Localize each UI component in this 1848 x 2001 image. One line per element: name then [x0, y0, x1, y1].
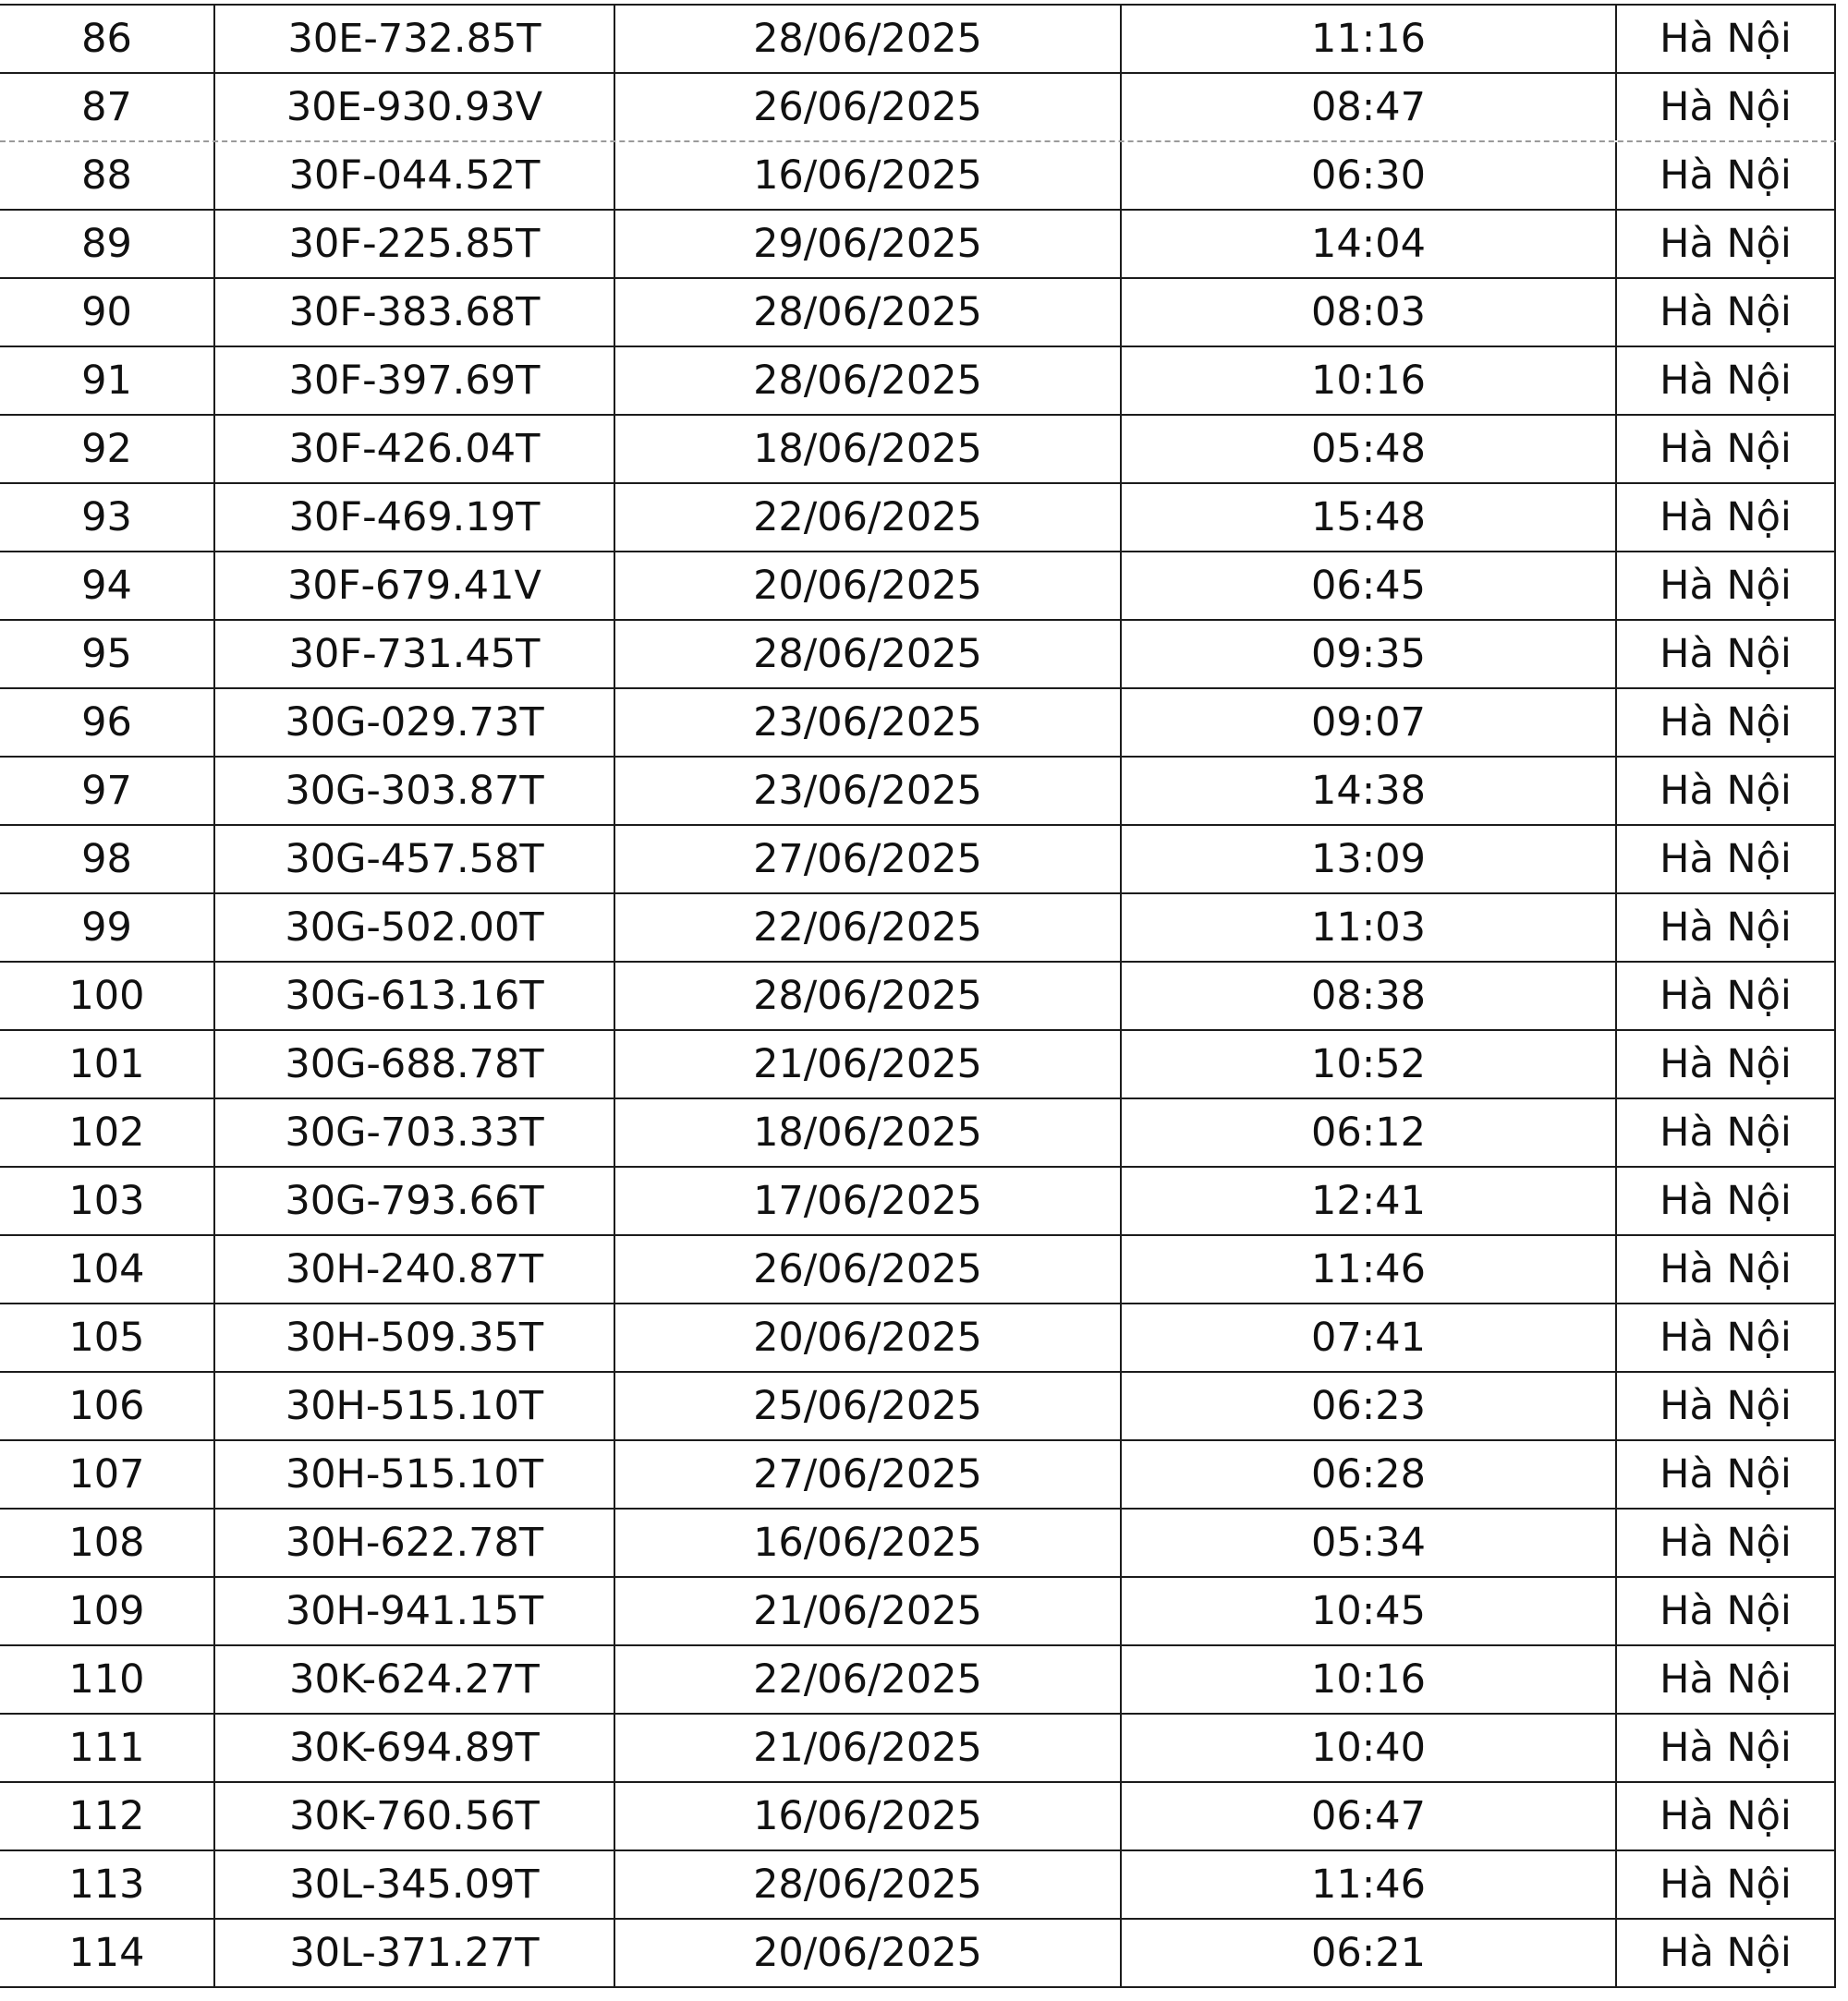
date-cell[interactable]: 29/06/2025 — [615, 211, 1122, 277]
time-cell[interactable]: 06:28 — [1122, 1441, 1617, 1508]
location-cell[interactable]: Hà Nội — [1617, 689, 1836, 756]
date-cell[interactable]: 22/06/2025 — [615, 484, 1122, 551]
license-plate-cell[interactable]: 30G-613.16T — [215, 963, 615, 1029]
row-number-cell[interactable]: 113 — [0, 1851, 215, 1918]
time-cell[interactable]: 06:21 — [1122, 1920, 1617, 1986]
row-number-cell[interactable]: 93 — [0, 484, 215, 551]
license-plate-cell[interactable]: 30H-509.35T — [215, 1304, 615, 1371]
date-cell[interactable]: 28/06/2025 — [615, 621, 1122, 687]
row-number-cell[interactable]: 96 — [0, 689, 215, 756]
license-plate-cell[interactable]: 30H-515.10T — [215, 1373, 615, 1439]
location-cell[interactable]: Hà Nội — [1617, 1168, 1836, 1234]
location-cell[interactable]: Hà Nội — [1617, 1578, 1836, 1644]
row-number-cell[interactable]: 99 — [0, 894, 215, 961]
license-plate-cell[interactable]: 30K-624.27T — [215, 1646, 615, 1713]
license-plate-cell[interactable]: 30F-044.52T — [215, 142, 615, 209]
license-plate-cell[interactable]: 30F-731.45T — [215, 621, 615, 687]
license-plate-cell[interactable]: 30E-930.93V — [215, 74, 615, 140]
row-number-cell[interactable]: 106 — [0, 1373, 215, 1439]
table-row — [0, 142, 1836, 211]
row-number-cell[interactable]: 111 — [0, 1715, 215, 1781]
location-cell[interactable]: Hà Nội — [1617, 826, 1836, 892]
license-plate-cell[interactable]: 30G-793.66T — [215, 1168, 615, 1234]
date-cell[interactable]: 28/06/2025 — [615, 279, 1122, 346]
row-number-cell[interactable]: 103 — [0, 1168, 215, 1234]
row-number-cell[interactable]: 86 — [0, 6, 215, 72]
license-plate-cell[interactable]: 30F-679.41V — [215, 552, 615, 619]
date-cell[interactable]: 20/06/2025 — [615, 1304, 1122, 1371]
date-cell[interactable]: 27/06/2025 — [615, 826, 1122, 892]
date-cell[interactable]: 17/06/2025 — [615, 1168, 1122, 1234]
date-cell[interactable]: 16/06/2025 — [615, 142, 1122, 209]
location-cell[interactable]: Hà Nội — [1617, 1646, 1836, 1713]
location-cell[interactable]: Hà Nội — [1617, 1851, 1836, 1918]
time-cell[interactable]: 08:47 — [1122, 74, 1617, 140]
row-number-cell[interactable]: 109 — [0, 1578, 215, 1644]
date-cell[interactable]: 20/06/2025 — [615, 552, 1122, 619]
table-row — [0, 1783, 1836, 1851]
table-row — [0, 1168, 1836, 1236]
license-plate-cell[interactable]: 30G-502.00T — [215, 894, 615, 961]
row-number-cell[interactable]: 102 — [0, 1099, 215, 1166]
row-number-cell[interactable]: 88 — [0, 142, 215, 209]
date-cell[interactable]: 22/06/2025 — [615, 894, 1122, 961]
location-cell[interactable]: Hà Nội — [1617, 484, 1836, 551]
time-cell[interactable]: 06:45 — [1122, 552, 1617, 619]
license-plate-cell[interactable]: 30H-515.10T — [215, 1441, 615, 1508]
location-cell[interactable]: Hà Nội — [1617, 552, 1836, 619]
time-cell[interactable]: 10:40 — [1122, 1715, 1617, 1781]
row-number-cell[interactable]: 104 — [0, 1236, 215, 1303]
license-plate-cell[interactable]: 30K-694.89T — [215, 1715, 615, 1781]
date-cell[interactable]: 20/06/2025 — [615, 1920, 1122, 1986]
date-cell[interactable]: 28/06/2025 — [615, 963, 1122, 1029]
table-row — [0, 1510, 1836, 1578]
license-plate-cell[interactable]: 30L-371.27T — [215, 1920, 615, 1986]
location-cell[interactable]: Hà Nội — [1617, 1373, 1836, 1439]
location-cell[interactable]: Hà Nội — [1617, 1236, 1836, 1303]
date-cell[interactable]: 21/06/2025 — [615, 1578, 1122, 1644]
table-row — [0, 1441, 1836, 1510]
table-row — [0, 1646, 1836, 1715]
location-cell[interactable]: Hà Nội — [1617, 621, 1836, 687]
table-row — [0, 1304, 1836, 1373]
date-cell[interactable]: 21/06/2025 — [615, 1715, 1122, 1781]
table-row — [0, 621, 1836, 689]
license-plate-cell[interactable]: 30F-225.85T — [215, 211, 615, 277]
table-row — [0, 963, 1836, 1031]
location-cell[interactable]: Hà Nội — [1617, 1441, 1836, 1508]
row-number-cell[interactable]: 101 — [0, 1031, 215, 1098]
row-number-cell[interactable]: 91 — [0, 347, 215, 414]
table-row — [0, 826, 1836, 894]
row-number-cell[interactable]: 114 — [0, 1920, 215, 1986]
row-number-cell[interactable]: 90 — [0, 279, 215, 346]
date-cell[interactable]: 18/06/2025 — [615, 1099, 1122, 1166]
time-cell[interactable]: 13:09 — [1122, 826, 1617, 892]
date-cell[interactable]: 23/06/2025 — [615, 689, 1122, 756]
table-row — [0, 1851, 1836, 1920]
table-row — [0, 689, 1836, 758]
table-row — [0, 1920, 1836, 1988]
date-cell[interactable]: 16/06/2025 — [615, 1510, 1122, 1576]
time-cell[interactable]: 09:35 — [1122, 621, 1617, 687]
time-cell[interactable]: 10:45 — [1122, 1578, 1617, 1644]
date-cell[interactable]: 28/06/2025 — [615, 1851, 1122, 1918]
time-cell[interactable]: 08:03 — [1122, 279, 1617, 346]
time-cell[interactable]: 08:38 — [1122, 963, 1617, 1029]
license-plate-cell[interactable]: 30F-383.68T — [215, 279, 615, 346]
row-number-cell[interactable]: 94 — [0, 552, 215, 619]
location-cell[interactable]: Hà Nội — [1617, 1715, 1836, 1781]
license-plate-cell[interactable]: 30F-426.04T — [215, 416, 615, 482]
time-cell[interactable]: 11:16 — [1122, 6, 1617, 72]
license-plate-cell[interactable]: 30G-029.73T — [215, 689, 615, 756]
table-row — [0, 894, 1836, 963]
license-plate-cell[interactable]: 30E-732.85T — [215, 6, 615, 72]
row-number-cell[interactable]: 92 — [0, 416, 215, 482]
location-cell[interactable]: Hà Nội — [1617, 894, 1836, 961]
table-row — [0, 758, 1836, 826]
license-plate-cell[interactable]: 30K-760.56T — [215, 1783, 615, 1849]
row-number-cell[interactable]: 87 — [0, 74, 215, 140]
row-number-cell[interactable]: 110 — [0, 1646, 215, 1713]
location-cell[interactable]: Hà Nội — [1617, 1099, 1836, 1166]
location-cell[interactable]: Hà Nội — [1617, 6, 1836, 72]
license-plate-cell[interactable]: 30H-240.87T — [215, 1236, 615, 1303]
license-plate-cell[interactable]: 30G-457.58T — [215, 826, 615, 892]
table-row — [0, 279, 1836, 347]
table-row — [0, 6, 1836, 74]
date-cell[interactable]: 22/06/2025 — [615, 1646, 1122, 1713]
location-cell[interactable]: Hà Nội — [1617, 1031, 1836, 1098]
row-number-cell[interactable]: 95 — [0, 621, 215, 687]
date-cell[interactable]: 16/06/2025 — [615, 1783, 1122, 1849]
date-cell[interactable]: 25/06/2025 — [615, 1373, 1122, 1439]
license-plate-cell[interactable]: 30H-941.15T — [215, 1578, 615, 1644]
time-cell[interactable]: 06:30 — [1122, 142, 1617, 209]
time-cell[interactable]: 10:52 — [1122, 1031, 1617, 1098]
time-cell[interactable]: 06:47 — [1122, 1783, 1617, 1849]
time-cell[interactable]: 10:16 — [1122, 347, 1617, 414]
time-cell[interactable]: 05:34 — [1122, 1510, 1617, 1576]
row-number-cell[interactable]: 100 — [0, 963, 215, 1029]
time-cell[interactable]: 06:12 — [1122, 1099, 1617, 1166]
table-row — [0, 552, 1836, 621]
date-cell[interactable]: 28/06/2025 — [615, 347, 1122, 414]
time-cell[interactable]: 10:16 — [1122, 1646, 1617, 1713]
date-cell[interactable]: 21/06/2025 — [615, 1031, 1122, 1098]
row-number-cell[interactable]: 107 — [0, 1441, 215, 1508]
time-cell[interactable]: 15:48 — [1122, 484, 1617, 551]
license-plate-cell[interactable]: 30F-397.69T — [215, 347, 615, 414]
row-number-cell[interactable]: 97 — [0, 758, 215, 824]
location-cell[interactable]: Hà Nội — [1617, 142, 1836, 209]
row-number-cell[interactable]: 112 — [0, 1783, 215, 1849]
location-cell[interactable]: Hà Nội — [1617, 963, 1836, 1029]
location-cell[interactable]: Hà Nội — [1617, 416, 1836, 482]
time-cell[interactable]: 14:38 — [1122, 758, 1617, 824]
row-number-cell[interactable]: 105 — [0, 1304, 215, 1371]
date-cell[interactable]: 23/06/2025 — [615, 758, 1122, 824]
table-row — [0, 1236, 1836, 1304]
table-row — [0, 1715, 1836, 1783]
location-cell[interactable]: Hà Nội — [1617, 1920, 1836, 1986]
table-row — [0, 484, 1836, 552]
row-number-cell[interactable]: 89 — [0, 211, 215, 277]
time-cell[interactable]: 07:41 — [1122, 1304, 1617, 1371]
license-plate-cell[interactable]: 30L-345.09T — [215, 1851, 615, 1918]
date-cell[interactable]: 28/06/2025 — [615, 6, 1122, 72]
time-cell[interactable]: 12:41 — [1122, 1168, 1617, 1234]
row-number-cell[interactable]: 98 — [0, 826, 215, 892]
table-row — [0, 1578, 1836, 1646]
time-cell[interactable]: 14:04 — [1122, 211, 1617, 277]
location-cell[interactable]: Hà Nội — [1617, 1304, 1836, 1371]
time-cell[interactable]: 06:23 — [1122, 1373, 1617, 1439]
license-plate-cell[interactable]: 30H-622.78T — [215, 1510, 615, 1576]
time-cell[interactable]: 11:46 — [1122, 1236, 1617, 1303]
location-cell[interactable]: Hà Nội — [1617, 74, 1836, 140]
time-cell[interactable]: 05:48 — [1122, 416, 1617, 482]
time-cell[interactable]: 11:46 — [1122, 1851, 1617, 1918]
location-cell[interactable]: Hà Nội — [1617, 211, 1836, 277]
location-cell[interactable]: Hà Nội — [1617, 1510, 1836, 1576]
table-row — [0, 1373, 1836, 1441]
date-cell[interactable]: 26/06/2025 — [615, 74, 1122, 140]
table-row — [0, 1031, 1836, 1099]
time-cell[interactable]: 11:03 — [1122, 894, 1617, 961]
license-plate-cell[interactable]: 30F-469.19T — [215, 484, 615, 551]
location-cell[interactable]: Hà Nội — [1617, 1783, 1836, 1849]
license-plate-cell[interactable]: 30G-303.87T — [215, 758, 615, 824]
row-number-cell[interactable]: 108 — [0, 1510, 215, 1576]
table-row — [0, 211, 1836, 279]
license-plate-cell[interactable]: 30G-688.78T — [215, 1031, 615, 1098]
date-cell[interactable]: 26/06/2025 — [615, 1236, 1122, 1303]
table-row — [0, 416, 1836, 484]
time-cell[interactable]: 09:07 — [1122, 689, 1617, 756]
date-cell[interactable]: 18/06/2025 — [615, 416, 1122, 482]
table-row — [0, 74, 1836, 142]
location-cell[interactable]: Hà Nội — [1617, 347, 1836, 414]
table-row — [0, 1099, 1836, 1168]
sheet-right-margin — [1836, 0, 1848, 2001]
license-plate-cell[interactable]: 30G-703.33T — [215, 1099, 615, 1166]
date-cell[interactable]: 27/06/2025 — [615, 1441, 1122, 1508]
table-row — [0, 347, 1836, 416]
location-cell[interactable]: Hà Nội — [1617, 758, 1836, 824]
location-cell[interactable]: Hà Nội — [1617, 279, 1836, 346]
